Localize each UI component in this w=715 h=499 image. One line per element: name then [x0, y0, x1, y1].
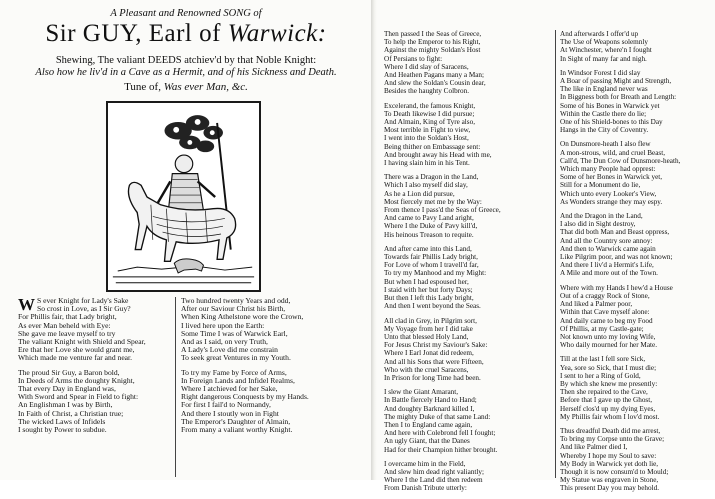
- verse-line: With Sword and Spear in Field to fight:: [18, 392, 139, 402]
- verse-line: Call'd, The Dun Cow of Dunsmore-heath,: [560, 156, 681, 165]
- verse-line: My Phillis fair whom I lov'd most.: [560, 412, 660, 421]
- verse-line: The valiant Knight with Shield and Spear,: [18, 337, 146, 347]
- stanza: [181, 369, 361, 435]
- verse-line: Then she repaired to the Cave,: [560, 388, 648, 397]
- verse-line: In Windsor Forest I did slay: [560, 68, 641, 77]
- verse-line: I went into the Soldan's Host,: [384, 134, 469, 143]
- stanza: [384, 245, 552, 311]
- verse-line: And slew the Soldan's Cousin dear,: [384, 79, 486, 88]
- stanza: [384, 173, 552, 239]
- verse-line: Besides the haughty Colbron.: [384, 87, 470, 96]
- verse-line: Excelerand, the famous Knight,: [384, 101, 476, 110]
- verse-line: Thus dreadful Death did me arrest,: [560, 426, 661, 435]
- verse-line: All clad in Grey, in Pilgrim sort,: [384, 316, 477, 325]
- verse-line: Whereby I hope my Soul to save:: [560, 451, 657, 460]
- verse-line: To help the Emperor to his Right,: [384, 38, 481, 47]
- stanza: [384, 102, 552, 168]
- verse-line: The mighty Duke of that same Land:: [384, 412, 491, 421]
- verse-line: This present Day you may behold.: [560, 484, 660, 493]
- verse-line: Towards fair Phillis Lady bright,: [384, 253, 478, 262]
- verse-line: Where I the Land did then redeem: [384, 476, 483, 485]
- verse-column-c: [384, 30, 552, 499]
- verse-line: And then to Warwick came again: [560, 244, 656, 253]
- verse-line: Some of his Bones in Warwick yet: [560, 101, 660, 110]
- verse-line: Where with my Hands I hew'd a House: [560, 283, 673, 292]
- verse-line: I sought by Power to subdue.: [18, 425, 107, 435]
- subtitle-line-1: Shewing, The valiant DEEDS atchiev'd by that Noble Knight:: [55, 55, 317, 66]
- verse-line: And like Palmer died I,: [560, 443, 628, 452]
- verse-line: When King Athelstone wore the Crown,: [181, 312, 304, 322]
- verse-line: Of Phillis, at my Castle-gate;: [560, 324, 644, 333]
- stanza: [560, 355, 710, 421]
- column-divider: [175, 297, 176, 477]
- verse-line: That did both Man and Beast oppress,: [560, 228, 670, 237]
- tune-name: Was ever Man, &c.: [163, 81, 248, 93]
- verse-line: And after came into this Land,: [384, 244, 472, 253]
- verse-line: A Mile and more out of the Town.: [560, 269, 658, 278]
- knight-on-horseback-woodcut-icon: [106, 101, 261, 292]
- verse-line: The like in England never was: [560, 85, 648, 94]
- title-line-1: A Pleasant and Renowned SONG of: [110, 8, 262, 19]
- verse-line: Which I also myself did slay,: [384, 181, 468, 190]
- stanza: [560, 212, 710, 278]
- subtitle-line-2: Also how he liv'd in a Cave as a Hermit, and of his Sickness and Death.: [35, 67, 337, 78]
- verse-line: And all the Country sore annoy:: [560, 236, 653, 245]
- verse-line: Within the Castle there do lie;: [560, 109, 647, 118]
- verse-line: Where I did slay of Saracens,: [384, 62, 469, 71]
- verse-line: Hangs in the City of Coventry.: [560, 126, 649, 135]
- verse-column-d: [560, 30, 710, 499]
- verse-line: Though it is now consum'd to Mould;: [560, 467, 669, 476]
- verse-line: A Boar of passing Might and Strength,: [560, 77, 672, 86]
- verse-line: An Englishman I was by Birth,: [18, 400, 113, 410]
- verse-line: Some Time I was of Warwick Earl,: [181, 328, 288, 338]
- drop-cap: W: [18, 295, 35, 314]
- stanza: [560, 427, 710, 493]
- stanza: [384, 30, 552, 96]
- verse-line: And came to Pavy Land aright,: [384, 214, 474, 223]
- verse-line: Yea, sore so Sick, that I must die;: [560, 363, 657, 372]
- verse-line: For Love of whom I travell'd far,: [384, 261, 479, 270]
- verse-line: Which many People had opprest:: [560, 165, 656, 174]
- verse-line: Like Pilgrim poor, and was not known;: [560, 253, 673, 262]
- verse-line: Before that I gave up the Ghost,: [560, 396, 653, 405]
- stanza: [384, 317, 552, 383]
- verse-line: Then I to England came again,: [384, 420, 473, 429]
- verse-line: In Prison for long Time had been.: [384, 373, 481, 382]
- verse-line: In Faith of Christ, a Christian true;: [18, 408, 124, 418]
- verse-line: Herself clos'd up my dying Eyes,: [560, 404, 656, 413]
- verse-column-b: [181, 297, 361, 440]
- verse-line: Against the mighty Soldan's Host: [384, 46, 481, 55]
- verse-line: For Jesus Christ my Saviour's Sake:: [384, 341, 488, 350]
- verse-line: I also did in Sight destroy,: [560, 220, 636, 229]
- verse-line: The proud Sir Guy, a Baron bold,: [18, 367, 120, 377]
- column-divider: [555, 30, 556, 478]
- verse-line: Where I Earl Jonat did redeem,: [384, 349, 474, 358]
- verse-line: And Almain, King of Tyre also,: [384, 118, 475, 127]
- verse-line: My Voyage from her I did take: [384, 324, 473, 333]
- verse-line: She gave me leave myself to try: [18, 328, 116, 338]
- verse-line: My Statue was engraven in Stone,: [560, 476, 659, 485]
- verse-line: I slew the Giant Amarant,: [384, 388, 459, 397]
- verse-line: Not known unto my loving Wife,: [560, 332, 656, 341]
- verse-line: In Foreign Lands and Infidel Realms,: [181, 375, 295, 385]
- tune-prefix: Tune of,: [124, 81, 164, 93]
- verse-line: Who with the cruel Saracens,: [384, 365, 469, 374]
- verse-line: And Heathen Pagans many a Man;: [384, 71, 485, 80]
- verse-line: As he a Lion did pursue,: [384, 189, 455, 198]
- verse-line: That every Day in England was,: [18, 384, 116, 394]
- verse-line: In Sight of many far and nigh.: [560, 54, 647, 63]
- verse-line: And here with Colebrond fell I fought;: [384, 429, 496, 438]
- verse-line: And slew him dead right valiantly;: [384, 467, 485, 476]
- verse-line: In Deeds of Arms the doughty Knight,: [18, 375, 135, 385]
- verse-line: And afterwards I offer'd up: [560, 30, 639, 38]
- verse-line: And the Dragon in the Land,: [560, 212, 643, 221]
- verse-line: Of Persians to fight:: [384, 54, 443, 63]
- stanza: [18, 369, 168, 435]
- verse-line: Which unto every Looker's View,: [560, 189, 657, 198]
- verse-line: On Dunsmore-heath I also flew: [560, 140, 651, 149]
- verse-line: And as I said, on very Truth,: [181, 337, 268, 347]
- verse-line: And liked a Palmer poor,: [560, 300, 633, 309]
- verse-line: Most fiercely met me by the Way:: [384, 197, 482, 206]
- verse-line: For first I fail'd to Normandy,: [181, 400, 271, 410]
- verse-line: To try my Fame by Force of Arms,: [181, 367, 287, 377]
- verse-line: Two hundred twenty Years and odd,: [181, 296, 291, 305]
- verse-line: Where I the Duke of Pavy kill'd,: [384, 222, 478, 231]
- verse-column-a: [18, 297, 168, 440]
- title-main: [0, 20, 372, 48]
- verse-line: A Lady's Love did me constrain: [181, 345, 278, 355]
- verse-line: I staid with her but forty Days;: [384, 285, 473, 294]
- verse-line: For Phillis fair, that Lady bright,: [18, 312, 117, 322]
- verse-line: Being thither on Embassage sent:: [384, 142, 481, 151]
- verse-line: Ere that her Love she would grant me,: [18, 345, 135, 355]
- verse-line: Out of a craggy Rock of Stone,: [560, 291, 650, 300]
- tune-line: [0, 81, 372, 93]
- verse-line: The Use of Weapons solemnly: [560, 38, 648, 47]
- verse-line: His heinous Treason to requite.: [384, 230, 474, 239]
- verse-line: A mon-strous, wild, and cruel Beast,: [560, 148, 666, 157]
- verse-line: To try my Manhood and my Might:: [384, 269, 487, 278]
- verse-line: From many a valiant worthy Knight.: [181, 425, 293, 435]
- verse-line: And there I stoutly won in Fight: [181, 408, 279, 418]
- verse-line: And all his Sons that were Fifteen,: [384, 357, 484, 366]
- verse-line: Some of her Bones in Warwick yet,: [560, 173, 663, 182]
- verse-line: One of his Shield-bones to this Day: [560, 118, 663, 127]
- verse-line: S ever Knight for Lady's Sake: [37, 296, 129, 305]
- verse-line: An ugly Giant, that the Danes: [384, 437, 470, 446]
- verse-line: But then I left this Lady bright,: [384, 294, 474, 303]
- verse-line: In Battle fiercely Hand to Hand;: [384, 396, 477, 405]
- verse-line: I having slain him in his Tent.: [384, 159, 470, 168]
- stanza: [560, 69, 710, 135]
- verse-line: As Wonders strange they may espy.: [560, 197, 663, 206]
- verse-line: Then passed I the Seas of Greece,: [384, 30, 482, 38]
- verse-line: So crost in Love, as I Sir Guy?: [37, 304, 131, 314]
- verse-line: At Winchester, where'n I fought: [560, 46, 652, 55]
- verse-line: After our Saviour Christ his Birth,: [181, 304, 286, 314]
- page-gutter: [371, 0, 377, 480]
- verse-line: The Emperor's Daughter of Almain,: [181, 416, 291, 426]
- verse-line: And daily came to beg my Food: [560, 316, 653, 325]
- stanza: [560, 30, 710, 63]
- verse-line: Where I atchieved for her Sake,: [181, 384, 278, 394]
- verse-line: To seek great Ventures in my Youth.: [181, 353, 291, 363]
- stanza: [181, 297, 361, 363]
- verse-line: Had for their Champion hither brought.: [384, 445, 498, 454]
- verse-line: The wicked Laws of Infidels: [18, 416, 106, 426]
- verse-line: Which made me venture far and near.: [18, 353, 133, 363]
- stanza: [560, 284, 710, 350]
- verse-line: Still for a Monument do lie,: [560, 181, 641, 190]
- stanza: [560, 140, 710, 206]
- verse-line: Who daily mourned for her Mate.: [560, 341, 657, 350]
- verse-line: And there I liv'd a Hermit's Life,: [560, 261, 654, 270]
- title-main-a: Sir GUY, Earl of: [45, 20, 228, 47]
- verse-line: And then I went beyond the Seas.: [384, 302, 481, 311]
- verse-line: I overcame him in the Field,: [384, 459, 466, 468]
- verse-line: To Death likewise I did pursue;: [384, 109, 475, 118]
- verse-line: Unto that blessed Holy Land,: [384, 332, 469, 341]
- verse-line: Right dangerous Conquests by my Hands.: [181, 392, 309, 402]
- verse-line: By which she knew me presently:: [560, 379, 658, 388]
- verse-line: Within that Cave myself alone:: [560, 308, 650, 317]
- verse-line: From Danish Tribute utterly:: [384, 484, 467, 493]
- verse-line: I sent to her a Ring of Gold,: [560, 371, 641, 380]
- verse-line: In Biggness both for Breath and Length:: [560, 93, 677, 102]
- stanza: [18, 297, 168, 363]
- verse-line: To bring my Corpse unto the Grave;: [560, 435, 665, 444]
- verse-line: And brought away his Head with me,: [384, 150, 492, 159]
- verse-line: Most terrible in Fight to view,: [384, 126, 471, 135]
- verse-line: Till at the last I fell sore Sick,: [560, 355, 646, 364]
- stanza: [384, 388, 552, 454]
- verse-line: My Body in Warwick yet doth lie,: [560, 459, 659, 468]
- verse-line: There was a Dragon in the Land,: [384, 173, 479, 182]
- verse-line: And doughty Barknard killed I,: [384, 404, 475, 413]
- verse-line: I lived here upon the Earth:: [181, 320, 265, 330]
- verse-line: But when I had espoused her,: [384, 277, 469, 286]
- stanza: [384, 460, 552, 493]
- verse-line: As ever Man beheld with Eye:: [18, 320, 111, 330]
- title-main-b: Warwick:: [227, 20, 327, 47]
- verse-line: From thence I pass'd the Seas of Greece,: [384, 206, 501, 215]
